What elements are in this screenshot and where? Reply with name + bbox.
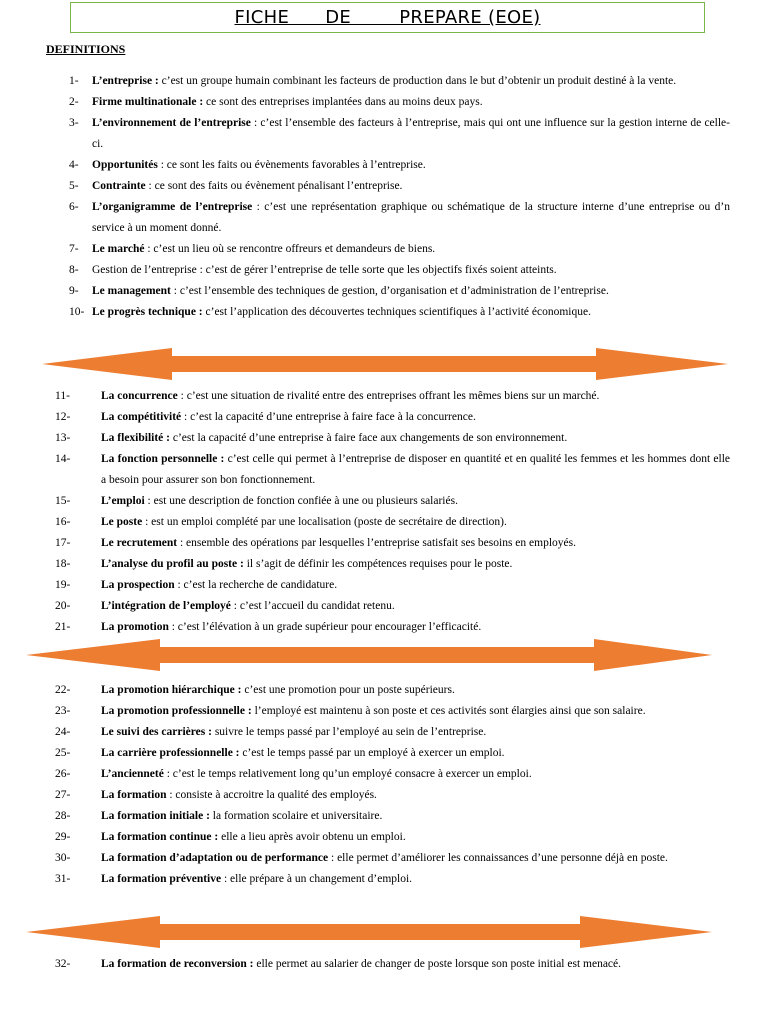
item-number: 3- <box>69 117 79 129</box>
item-number: 27- <box>55 789 71 801</box>
definition-text: : c’est une représentation graphique ou schématique de la structure interne d’une entreprise ou d’n service à un moment donné. <box>92 201 730 234</box>
definition-term: L’ancienneté <box>101 768 164 780</box>
definition-text: c’est la capacité d’une entreprise à faire face aux changements de son environnement. <box>170 432 568 444</box>
definition-term: La formation de reconversion : <box>101 958 254 970</box>
definition-item <box>0 512 730 533</box>
definition-term: L’emploi <box>101 495 145 507</box>
item-number: 21- <box>55 621 71 633</box>
definition-item <box>0 954 730 975</box>
definition-item <box>0 197 730 239</box>
definition-text: c’est l’application des découvertes techniques scientifiques à l’activité économique. <box>202 306 591 318</box>
definition-text: : ce sont des faits ou évènement pénalisant l’entreprise. <box>145 180 403 192</box>
title-box <box>70 2 705 33</box>
item-number: 17- <box>55 537 71 549</box>
item-number: 20- <box>55 600 71 612</box>
definition-term: L’analyse du profil au poste : <box>101 558 244 570</box>
definition-item <box>0 449 730 491</box>
definition-term: Le management <box>92 285 171 297</box>
definition-text: il s’agit de définir les compétences requises pour le poste. <box>243 558 513 570</box>
definition-text: la formation scolaire et universitaire. <box>209 810 383 822</box>
definition-term: La formation préventive <box>101 873 222 885</box>
item-number: 10- <box>69 306 85 318</box>
definition-term: La formation d’adaptation ou de performance <box>101 852 329 864</box>
definition-item <box>0 701 730 722</box>
definition-term: L’entreprise : <box>92 75 159 87</box>
definition-item <box>0 680 730 701</box>
definitions-list-2 <box>0 386 730 638</box>
definition-term: La carrière professionnelle : <box>101 747 240 759</box>
definition-term: La concurrence <box>101 390 178 402</box>
definition-item <box>0 281 730 302</box>
item-number: 31- <box>55 873 71 885</box>
definition-text: : c’est l’élévation à un grade supérieur pour encourager l’efficacité. <box>168 621 482 633</box>
definition-item <box>0 71 730 92</box>
definition-text: : c’est une situation de rivalité entre des entreprises offrant les mêmes biens sur un marché. <box>177 390 600 402</box>
item-number: 25- <box>55 747 71 759</box>
item-number: 6- <box>69 201 79 213</box>
definition-term: La fonction personnelle : <box>101 453 225 465</box>
definition-term: Opportunités <box>92 159 158 171</box>
item-number: 13- <box>55 432 71 444</box>
definition-text: : ensemble des opérations par lesquelles l’entreprise satisfait ses besoins en employés. <box>177 537 576 549</box>
double-arrow-1 <box>38 344 732 384</box>
definition-text: elle permet au salarier de changer de poste lorsque son poste initial est menacé. <box>253 958 622 970</box>
definition-text: Gestion de l’entreprise : c’est de gérer l’entreprise de telle sorte que les objectifs fixés soient atteints. <box>92 264 557 276</box>
item-number: 32- <box>55 958 71 970</box>
definition-item <box>0 575 730 596</box>
definition-item <box>0 743 730 764</box>
item-number: 5- <box>69 180 79 192</box>
definition-term: La promotion professionnelle : <box>101 705 252 717</box>
definition-term: Le recrutement <box>101 537 178 549</box>
double-arrow-2 <box>22 636 716 674</box>
definition-text: elle a lieu après avoir obtenu un emploi. <box>218 831 406 843</box>
item-number: 1- <box>69 75 79 87</box>
definition-item <box>0 176 730 197</box>
definition-term: La promotion <box>101 621 169 633</box>
definition-text: : c’est le temps relativement long qu’un employé consacre à exercer un emploi. <box>163 768 532 780</box>
definition-term: Le progrès technique : <box>92 306 203 318</box>
item-number: 14- <box>55 453 71 465</box>
definition-term: L’organigramme de l’entreprise <box>92 201 253 213</box>
definition-term: La flexibilité : <box>101 432 170 444</box>
item-number: 19- <box>55 579 71 591</box>
item-number: 24- <box>55 726 71 738</box>
definition-item <box>0 554 730 575</box>
definition-text: : c’est un lieu où se rencontre offreurs et demandeurs de biens. <box>144 243 436 255</box>
definition-term: La promotion hiérarchique : <box>101 684 242 696</box>
item-number: 16- <box>55 516 71 528</box>
definition-item <box>0 491 730 512</box>
item-number: 2- <box>69 96 79 108</box>
definition-item <box>0 113 730 155</box>
item-number: 12- <box>55 411 71 423</box>
definition-term: Contrainte <box>92 180 146 192</box>
definition-term: Le marché <box>92 243 145 255</box>
definition-term: Le poste <box>101 516 143 528</box>
definition-text: : ce sont les faits ou évènements favorables à l’entreprise. <box>157 159 426 171</box>
definition-text: : c’est la capacité d’une entreprise à faire face à la concurrence. <box>181 411 476 423</box>
definition-term: Firme multinationale : <box>92 96 204 108</box>
definition-item <box>0 155 730 176</box>
definition-text: : consiste à accroitre la qualité des employés. <box>166 789 377 801</box>
definition-text: : c’est l’ensemble des facteurs à l’entreprise, mais qui ont une influence sur la gestion interne de celle-ci. <box>92 117 730 150</box>
item-number: 29- <box>55 831 71 843</box>
definition-term: La prospection <box>101 579 175 591</box>
page-title: FICHE DE PREPARE (EOE) <box>234 7 541 28</box>
definition-item <box>0 239 730 260</box>
definitions-list-1 <box>0 71 730 323</box>
definition-text: : c’est l’ensemble des techniques de gestion, d’organisation et d’administration de l’entreprise. <box>170 285 609 297</box>
double-arrow-shape <box>26 916 712 948</box>
item-number: 7- <box>69 243 79 255</box>
definition-text: : elle prépare à un changement d’emploi. <box>221 873 413 885</box>
definition-item <box>0 407 730 428</box>
definition-item <box>0 596 730 617</box>
section-heading: DEFINITIONS <box>46 42 126 56</box>
item-number: 22- <box>55 684 71 696</box>
definition-text: c’est un groupe humain combinant les facteurs de production dans le but d’obtenir un produit destiné à la vente. <box>158 75 677 87</box>
definition-term: La formation continue : <box>101 831 219 843</box>
item-number: 28- <box>55 810 71 822</box>
item-number: 4- <box>69 159 79 171</box>
definition-term: L’environnement de l’entreprise <box>92 117 251 129</box>
definition-item <box>0 869 730 890</box>
item-number: 9- <box>69 285 79 297</box>
item-number: 18- <box>55 558 71 570</box>
definition-text: c’est le temps passé par un employé à exercer un emploi. <box>239 747 505 759</box>
definition-item <box>0 827 730 848</box>
item-number: 30- <box>55 852 71 864</box>
definition-item <box>0 386 730 407</box>
item-number: 23- <box>55 705 71 717</box>
definition-item <box>0 617 730 638</box>
definition-term: La formation initiale : <box>101 810 210 822</box>
definition-item <box>0 764 730 785</box>
definition-text: suivre le temps passé par l’employé au sein de l’entreprise. <box>211 726 487 738</box>
item-number: 8- <box>69 264 79 276</box>
double-arrow-3 <box>22 912 716 952</box>
definitions-list-4 <box>0 954 730 975</box>
item-number: 26- <box>55 768 71 780</box>
definition-term: La compétitivité <box>101 411 182 423</box>
definitions-list-3 <box>0 680 730 890</box>
definition-item <box>0 533 730 554</box>
definition-text: c’est une promotion pour un poste supérieurs. <box>241 684 455 696</box>
definition-term: La formation <box>101 789 167 801</box>
item-number: 15- <box>55 495 71 507</box>
definition-item <box>0 302 730 323</box>
definition-term: L’intégration de l’employé <box>101 600 231 612</box>
definition-item <box>0 428 730 449</box>
definition-text: : elle permet d’améliorer les connaissances d’une personne déjà en poste. <box>328 852 668 864</box>
definition-item <box>0 260 730 281</box>
double-arrow-shape <box>26 639 712 671</box>
double-arrow-shape <box>42 348 728 380</box>
definition-item <box>0 848 730 869</box>
item-number: 11- <box>55 390 70 402</box>
definition-item <box>0 92 730 113</box>
definition-item <box>0 722 730 743</box>
definition-text: l’employé est maintenu à son poste et ces activités sont élargies ainsi que son salaire. <box>251 705 646 717</box>
definition-term: Le suivi des carrières : <box>101 726 212 738</box>
definition-text: ce sont des entreprises implantées dans au moins deux pays. <box>203 96 483 108</box>
definition-text: : est un emploi complété par une localisation (poste de secrétaire de direction). <box>142 516 507 528</box>
definition-item <box>0 806 730 827</box>
definition-text: : c’est l’accueil du candidat retenu. <box>230 600 395 612</box>
definition-text: : est une description de fonction confiée à une ou plusieurs salariés. <box>144 495 458 507</box>
definition-text: : c’est la recherche de candidature. <box>174 579 338 591</box>
definition-item <box>0 785 730 806</box>
definition-text: c’est celle qui permet à l’entreprise de disposer en quantité et en qualité les femmes et les hommes dont elle a besoin pour assurer son bon fonctionnement. <box>101 453 730 486</box>
